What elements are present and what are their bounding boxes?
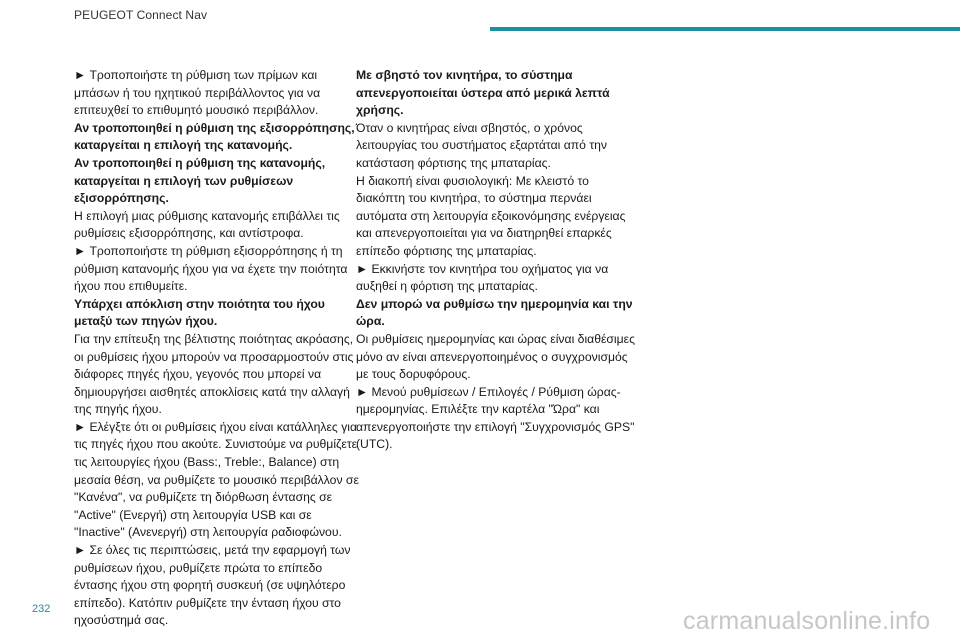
paragraph: Δεν μπορώ να ρυθμίσω την ημερομηνία και την ώρα.	[356, 296, 633, 329]
page-header-title: PEUGEOT Connect Nav	[74, 8, 208, 22]
paragraph: Υπάρχει απόκλιση στην ποιότητα του ήχου μεταξύ των πηγών ήχου.	[74, 296, 325, 329]
paragraph: ► Σε όλες τις περιπτώσεις, μετά την εφαρμογή των ρυθμίσεων ήχου, ρυθμίζετε πρώτα το επίπεδο έντασης ήχου στη φορητή συσκευή (σε υψηλότερο επίπεδο). Κατόπιν ρυθμίζετε την ένταση ήχου στο ηχοσύστημά σας.	[74, 542, 364, 630]
paragraph: Με σβηστό τον κινητήρα, το σύστημα απενεργοποιείται ύστερα από μερικά λεπτά χρήσης.	[356, 68, 610, 118]
paragraph: Αν τροποποιηθεί η ρύθμιση της κατανομής, καταργείται η επιλογή των ρυθμίσεων εξισορρόπησης.	[74, 155, 326, 206]
right-text-column	[356, 67, 638, 454]
paragraph: Αν τροποποιηθεί η ρύθμιση της εξισορρόπησης, καταργείται η επιλογή της κατανομής.	[74, 120, 355, 153]
paragraph: ► Μενού ρυθμίσεων / Επιλογές / Ρύθμιση ώρας-ημερομηνίας. Επιλέξτε την καρτέλα "Ώρα" και απενεργοποιήστε την επιλογή "Συγχρονισμός GPS" (UTC).	[356, 384, 638, 454]
paragraph: ► Ελέγξτε ότι οι ρυθμίσεις ήχου είναι κατάλληλες για τις πηγές ήχου που ακούτε. Συνιστούμε να ρυθμίζετε τις λειτουργίες ήχου (Bass:, Treble:, Balance) στη μεσαία θέση, να ρυθμίζετε το μουσικό περιβάλλον σε "Κανένα", να ρυθμίζετε τη διόρθωση έντασης σε "Active" (Ενεργή) στη λειτουργία USB και σε "Inactive" (Ανενεργή) στη λειτουργία ραδιοφώνου.	[74, 419, 364, 542]
watermark-text: carmanualsonline.info	[683, 607, 931, 635]
paragraph: Η επιλογή μιας ρύθμισης κατανομής επιβάλλει τις ρυθμίσεις εξισορρόπησης, και αντίστροφα.	[74, 208, 340, 241]
paragraph: Οι ρυθμίσεις ημερομηνίας και ώρας είναι διαθέσιμες μόνο αν είναι απενεργοποιημένος ο συγχρονισμός με τους δορυφόρους.	[356, 331, 635, 382]
paragraph: ► Τροποποιήστε τη ρύθμιση των πρίμων και μπάσων ή του ηχητικού περιβάλλοντος για να επιτευχθεί το επιθυμητό μουσικό περιβάλλον.	[74, 67, 364, 120]
paragraph: Όταν ο κινητήρας είναι σβηστός, ο χρόνος λειτουργίας του συστήματος εξαρτάται από την κατάσταση φόρτισης της μπαταρίας.	[356, 120, 608, 170]
paragraph: Για την επίτευξη της βέλτιστης ποιότητας ακρόασης, οι ρυθμίσεις ήχου μπορούν να προσαρμοστούν στις διάφορες πηγές ήχου, γεγονός που μπορεί να δημιουργήσει αισθητές αποκλίσεις κατά την αλλαγή της πηγής ήχου.	[74, 331, 354, 417]
paragraph: ► Τροποποιήστε τη ρύθμιση εξισορρόπησης ή τη ρύθμιση κατανομής ήχου για να έχετε την ποιότητα ήχου που επιθυμείτε.	[74, 243, 364, 296]
paragraph: Η διακοπή είναι φυσιολογική: Με κλειστό το διακόπτη του κινητήρα, το σύστημα περνάει αυτόματα στη λειτουργία εξοικονόμησης ενέργειας και απενεργοποιείται για να διατηρηθεί επαρκές επίπεδο φόρτισης της μπαταρίας.	[356, 173, 626, 258]
header-accent-bar	[490, 27, 960, 31]
paragraph: ► Εκκινήστε τον κινητήρα του οχήματος για να αυξηθεί η φόρτιση της μπαταρίας.	[356, 261, 638, 296]
page-number: 232	[32, 603, 51, 615]
left-text-column	[74, 67, 364, 630]
